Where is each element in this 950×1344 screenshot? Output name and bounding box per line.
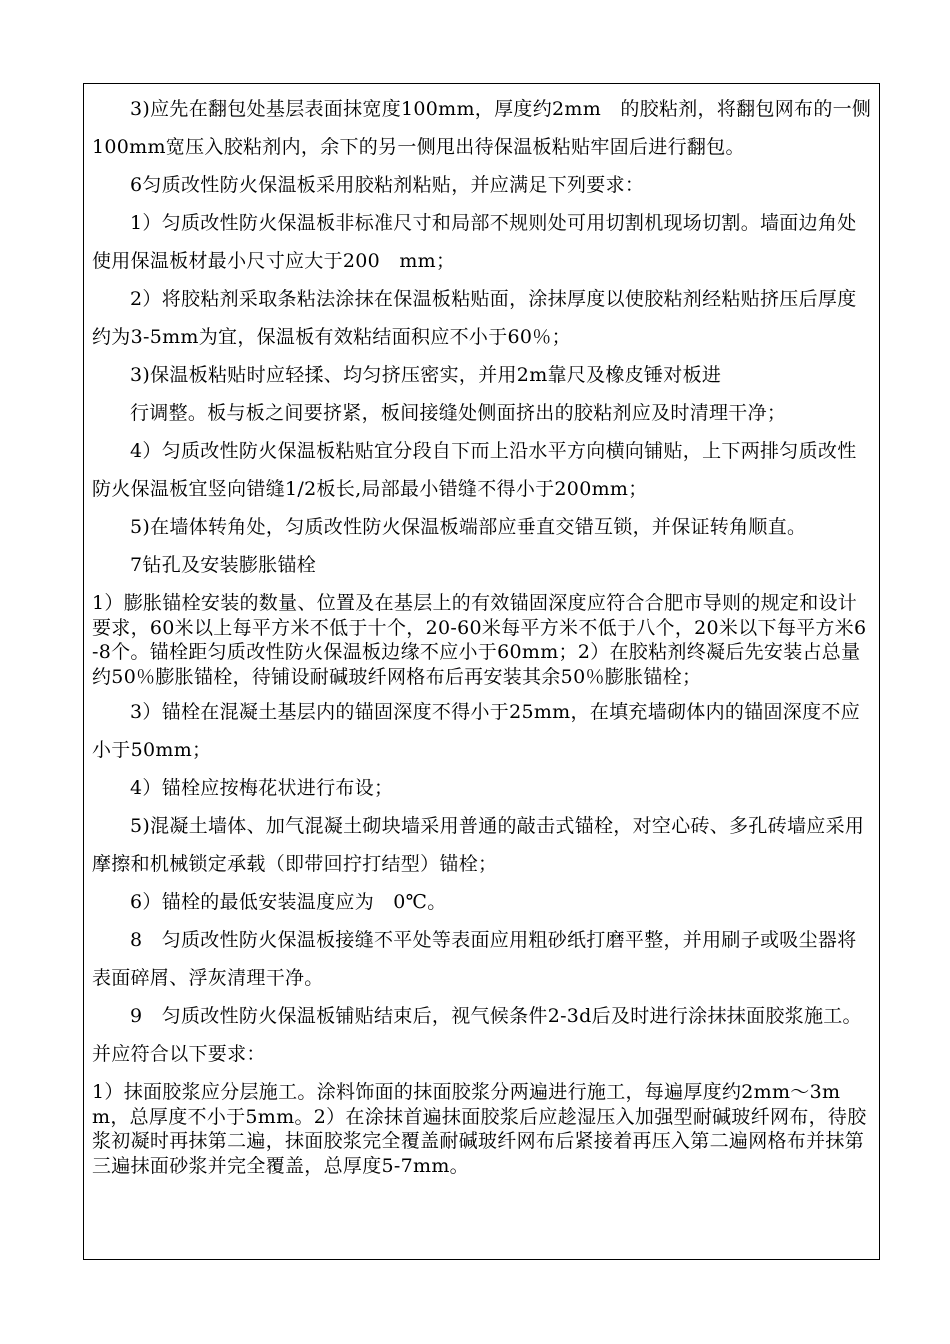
paragraph-6-1: 1）匀质改性防火保温板非标准尺寸和局部不规则处可用切割机现场切割。墙面边角处使用保温板材最小尺寸应大于200 mm；	[92, 212, 857, 272]
paragraph-6-3a: 3)保温板粘贴时应轻揉、均匀挤压密实，并用2m靠尺及橡皮锤对板进	[130, 364, 722, 386]
paragraph-7-6: 6）锚栓的最低安装温度应为 0℃。	[130, 891, 447, 913]
document-table-cell	[83, 83, 880, 1260]
paragraph-6-2: 2）将胶粘剂采取条粘法涂抹在保温板粘贴面，涂抹厚度以使胶粘剂经粘贴挤压后厚度约为3-5mm为宜，保温板有效粘结面积应不小于60％；	[92, 288, 857, 348]
paragraph-7-3: 3）锚栓在混凝土基层内的锚固深度不得小于25mm，在填充墙砌体内的锚固深度不应小于50mm；	[92, 701, 860, 761]
paragraph-6-4: 4）匀质改性防火保温板粘贴宜分段自下而上沿水平方向横向铺贴，上下两排匀质改性防火保温板宜竖向错缝1/2板长,局部最小错缝不得小于200mm；	[92, 440, 857, 500]
paragraph-7-5: 5)混凝土墙体、加气混凝土砌块墙采用普通的敲击式锚栓，对空心砖、多孔砖墙应采用摩擦和机械锁定承载（即带回拧打结型）锚栓；	[92, 815, 865, 875]
paragraph-6-5: 5)在墙体转角处，匀质改性防火保温板端部应垂直交错互锁，并保证转角顺直。	[130, 516, 807, 538]
paragraph-9-heading: 9 匀质改性防火保温板铺贴结束后，视气候条件2-3d后及时进行涂抹抹面胶浆施工。并应符合以下要求：	[92, 1005, 862, 1065]
paragraph-6-3b: 行调整。板与板之间要挤紧，板间接缝处侧面挤出的胶粘剂应及时清理干净；	[130, 402, 787, 424]
paragraph-3-wrap-mesh: 3)应先在翻包处基层表面抹宽度100mm，厚度约2mm 的胶粘剂，将翻包网布的一侧100mm宽压入胶粘剂内，余下的另一侧甩出待保温板粘贴牢固后进行翻包。	[92, 98, 872, 158]
paragraph-6-heading: 6匀质改性防火保温板采用胶粘剂粘贴，并应满足下列要求：	[130, 174, 645, 196]
paragraph-7-4: 4）锚栓应按梅花状进行布设；	[130, 777, 394, 799]
paragraph-7-heading: 7钻孔及安装膨胀锚栓	[130, 554, 317, 576]
paragraph-8: 8 匀质改性防火保温板接缝不平处等表面应用粗砂纸打磨平整，并用刷子或吸尘器将表面碎屑、浮灰清理干净。	[92, 929, 857, 989]
paragraph-9-1-2: 1）抹面胶浆应分层施工。涂料饰面的抹面胶浆分两遍进行施工，每遍厚度约2mm～3mm，总厚度不小于5mm。2）在涂抹首遍抹面胶浆后应趁湿压入加强型耐碱玻纤网布，待胶浆初凝时再抹第二遍，抹面胶浆完全覆盖耐碱玻纤网布后紧接着再压入第二遍网格布并抹第三遍抹面砂浆并完全覆盖，总厚度5-7mm。	[92, 1081, 867, 1177]
paragraph-7-1-2: 1）膨胀锚栓安装的数量、位置及在基层上的有效锚固深度应符合合肥市导则的规定和设计要求，60米以上每平方米不低于十个，20-60米每平方米不低于八个，20米以下每平方米6-8个。锚栓距匀质改性防火保温板边缘不应小于60mm；2）在胶粘剂终凝后先安装占总量约50％膨胀锚栓，待铺设耐碱玻纤网格布后再安装其余50％膨胀锚栓；	[92, 592, 867, 688]
